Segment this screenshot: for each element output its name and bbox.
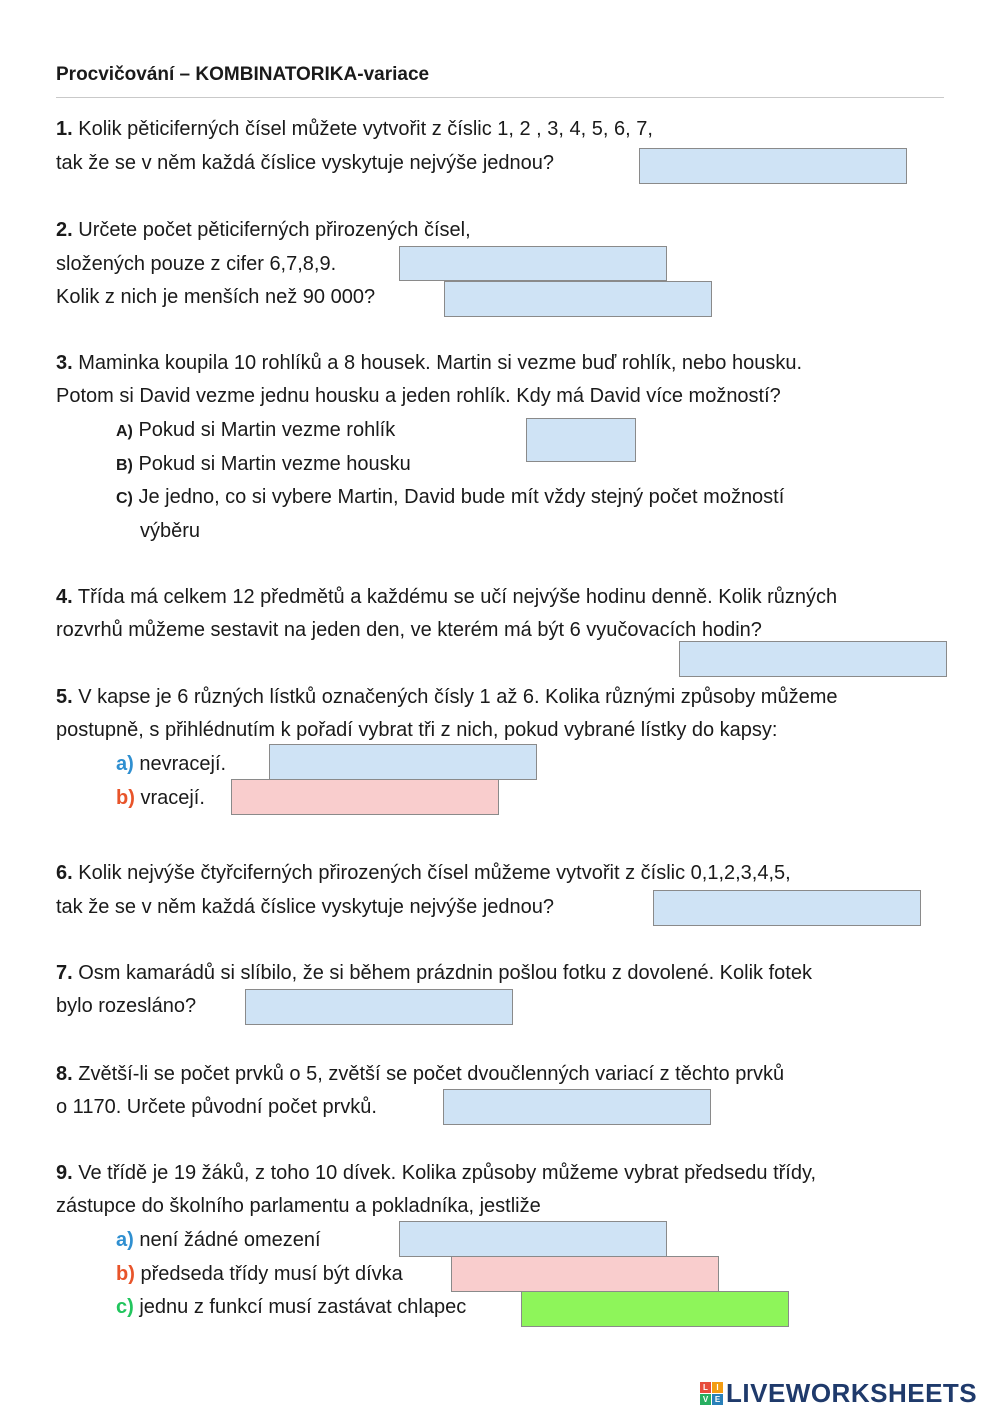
- q9-text-line2: zástupce do školního parlamentu a pokladníka, jestliže: [56, 1195, 541, 1217]
- q3-answer-input[interactable]: [526, 418, 636, 462]
- logo-letter-l: L: [700, 1382, 711, 1393]
- q9-option-b-text: předseda třídy musí být dívka: [134, 1263, 403, 1285]
- q2-text-line2: složených pouze z cifer 6,7,8,9.: [56, 253, 337, 275]
- q5-text-line2: postupně, s přihlédnutím k pořadí vybrat tři z nich, pokud vybrané lístky do kapsy:: [56, 719, 778, 741]
- q3-option-c: [116, 485, 784, 511]
- q6-text-line1: Kolik nejvýše čtyřciferných přirozených čísel můžeme vytvořit z číslic 0,1,2,3,4,5,: [72, 862, 791, 884]
- q7-line1: [56, 961, 812, 985]
- q5-option-a-label: a): [116, 753, 134, 775]
- q9-answer-a-input[interactable]: [399, 1221, 667, 1257]
- q3-text-line2: Potom si David vezme jednu housku a jeden rohlík. Kdy má David více možností?: [56, 385, 781, 407]
- q9-option-a-text: není žádné omezení: [133, 1229, 321, 1251]
- q3-line1: [56, 351, 802, 375]
- q5-text-line1: V kapse je 6 různých lístků označených čísly 1 až 6. Kolika různými způsoby můžeme: [72, 686, 838, 708]
- q3-text-line1: Maminka koupila 10 rohlíků a 8 housek. Martin si vezme buď rohlík, nebo housku.: [72, 352, 803, 374]
- q1-line1: [56, 117, 653, 141]
- q5-answer-a-input[interactable]: [269, 744, 537, 780]
- q9-number: 9.: [56, 1162, 73, 1184]
- logo-letter-i: I: [712, 1382, 723, 1393]
- q4-text-line1: Třída má celkem 12 předmětů a každému se učí nejvýše hodinu denně. Kolik různých: [72, 586, 838, 608]
- q4-text-line2: rozvrhů můžeme sestavit na jeden den, ve kterém má být 6 vyučovacích hodin?: [56, 619, 762, 641]
- q1-text-line1: Kolik pěticiferných čísel můžete vytvořit z číslic 1, 2 , 3, 4, 5, 6, 7,: [72, 118, 653, 140]
- q9-option-c: [116, 1295, 466, 1319]
- q3-number: 3.: [56, 352, 73, 374]
- logo-text: LIVEWORKSHEETS: [726, 1377, 978, 1408]
- q5-number: 5.: [56, 686, 73, 708]
- liveworksheets-logo: [700, 1377, 978, 1408]
- q3-option-a-text: Pokud si Martin vezme rohlík: [132, 419, 396, 441]
- q4-number: 4.: [56, 586, 73, 608]
- title-divider: [56, 97, 944, 98]
- q3-option-a-label: A): [116, 423, 133, 440]
- q5-option-b-label: b): [116, 787, 135, 809]
- q7-number: 7.: [56, 962, 73, 984]
- logo-letter-v: V: [700, 1394, 711, 1405]
- q3-option-c-text-line2: výběru: [140, 520, 201, 542]
- q3-option-c-text: Je jedno, co si vybere Martin, David bude mít vždy stejný počet možností: [132, 486, 785, 508]
- q9-text-line1: Ve třídě je 19 žáků, z toho 10 dívek. Kolika způsoby můžeme vybrat předsedu třídy,: [72, 1162, 817, 1184]
- q6-answer-input[interactable]: [653, 890, 921, 926]
- q7-text-line1: Osm kamarádů si slíbilo, že si během prázdnin pošlou fotku z dovolené. Kolik fotek: [72, 962, 812, 984]
- q9-option-c-text: jednu z funkcí musí zastávat chlapec: [133, 1296, 467, 1318]
- q9-option-b-label: b): [116, 1263, 135, 1285]
- q1-number: 1.: [56, 118, 73, 140]
- q3-option-b-label: B): [116, 457, 133, 474]
- q1-answer-input[interactable]: [639, 148, 907, 184]
- q2-answer-count-input[interactable]: [399, 246, 667, 281]
- q1-text-line2: tak že se v něm každá číslice vyskytuje nejvýše jednou?: [56, 152, 555, 174]
- q6-line1: [56, 861, 791, 885]
- q4-answer-input[interactable]: [679, 641, 947, 677]
- q6-text-line2: tak že se v něm každá číslice vyskytuje nejvýše jednou?: [56, 896, 555, 918]
- q8-answer-input[interactable]: [443, 1089, 711, 1125]
- q3-option-c-label: C): [116, 490, 133, 507]
- q3-option-b-text: Pokud si Martin vezme housku: [132, 453, 411, 475]
- q2-text-line1: Určete počet pěticiferných přirozených čísel,: [72, 219, 471, 241]
- q5-answer-b-input[interactable]: [231, 779, 499, 815]
- q5-line1: [56, 685, 837, 709]
- q3-option-a: [116, 418, 395, 444]
- q8-number: 8.: [56, 1063, 73, 1085]
- logo-letter-e: E: [712, 1394, 723, 1405]
- liveworksheets-logo-icon: [700, 1382, 723, 1405]
- q9-line1: [56, 1161, 816, 1185]
- q8-text-line2: o 1170. Určete původní počet prvků.: [56, 1096, 377, 1118]
- q2-answer-less-input[interactable]: [444, 281, 712, 317]
- q6-number: 6.: [56, 862, 73, 884]
- q4-line1: [56, 585, 837, 609]
- q7-text-line2: bylo rozesláno?: [56, 995, 197, 1017]
- q9-option-c-label: c): [116, 1296, 134, 1318]
- q5-option-b-text: vracejí.: [134, 787, 205, 809]
- q3-option-b: [116, 452, 411, 478]
- q9-answer-c-input[interactable]: [521, 1291, 789, 1327]
- q9-option-a: [116, 1228, 321, 1252]
- q9-option-b: [116, 1262, 403, 1286]
- q7-answer-input[interactable]: [245, 989, 513, 1025]
- q8-text-line1: Zvětší-li se počet prvků o 5, zvětší se počet dvoučlenných variací z těchto prvků: [72, 1063, 785, 1085]
- q9-answer-b-input[interactable]: [451, 1256, 719, 1292]
- q2-number: 2.: [56, 219, 73, 241]
- q2-text-line3: Kolik z nich je menších než 90 000?: [56, 286, 376, 308]
- q5-option-a-text: nevracejí.: [133, 753, 227, 775]
- q9-option-a-label: a): [116, 1229, 134, 1251]
- q8-line1: [56, 1062, 784, 1086]
- page-title: Procvičování – KOMBINATORIKA-variace: [56, 64, 430, 85]
- q5-option-b: [116, 786, 205, 810]
- q2-line1: [56, 218, 471, 242]
- q5-option-a: [116, 752, 226, 776]
